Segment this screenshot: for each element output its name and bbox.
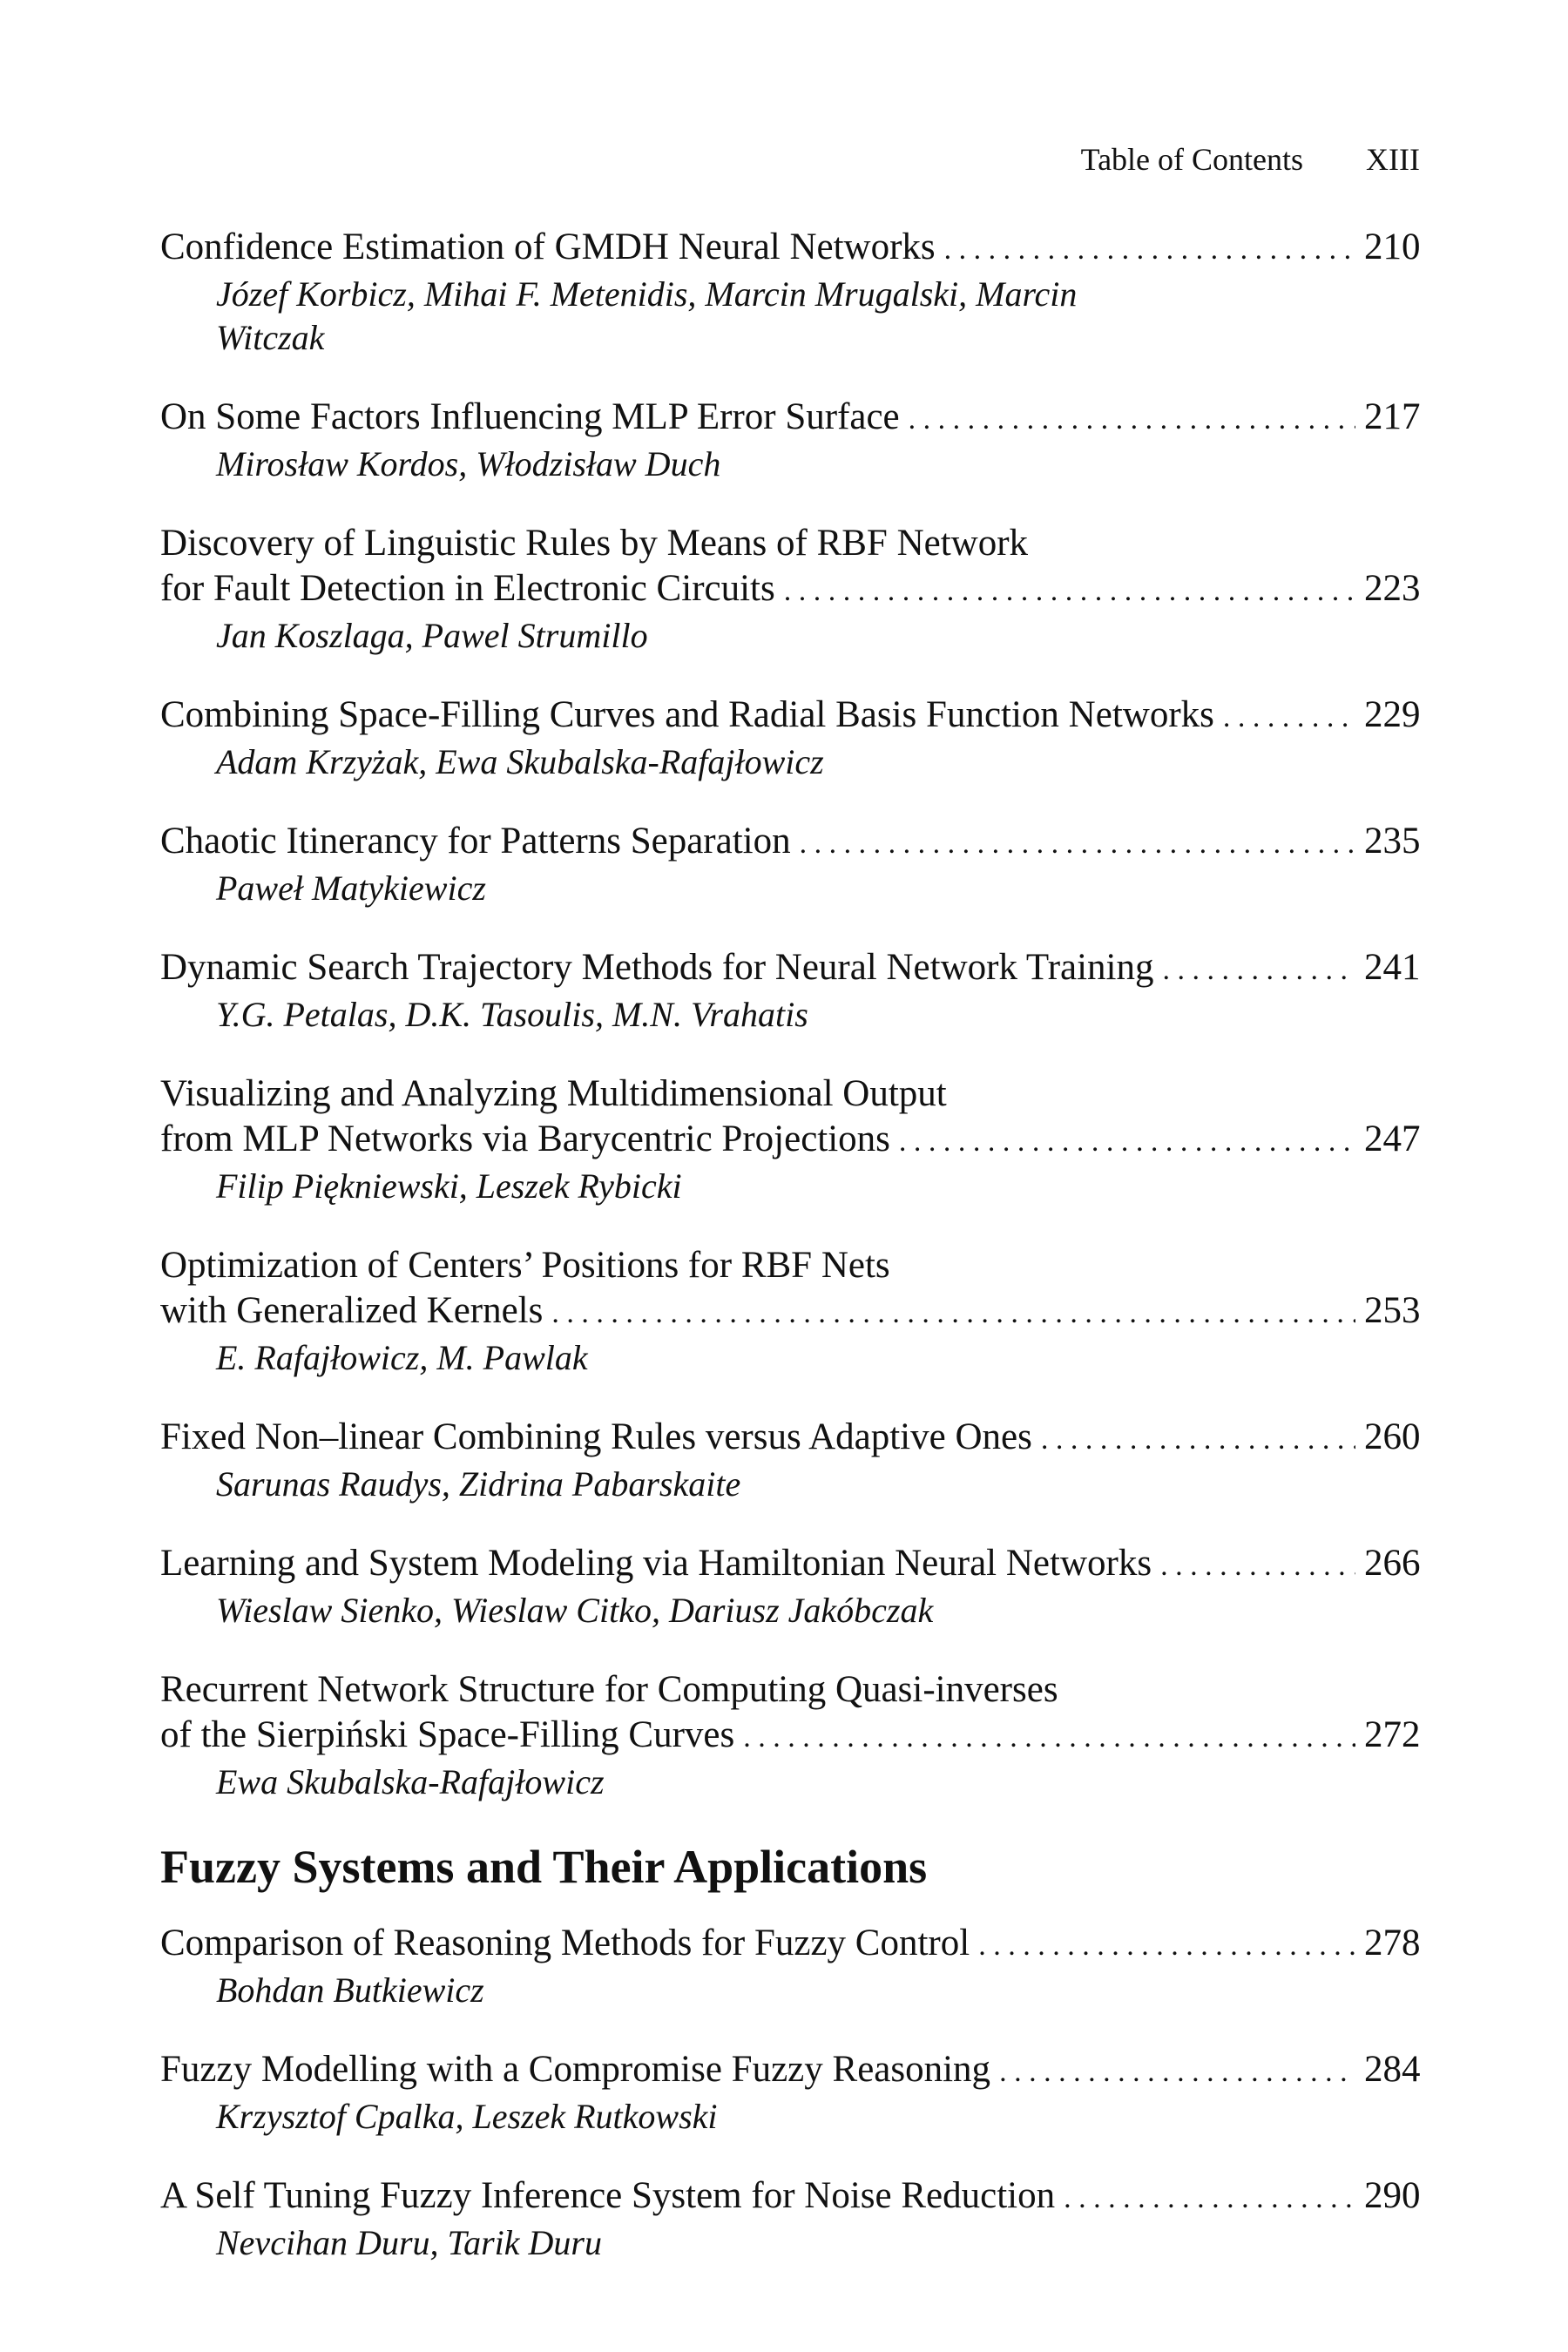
toc-entry[interactable] [160, 1921, 1420, 2012]
leader-dots [800, 821, 1355, 867]
entry-page: 260 [1364, 1416, 1421, 1457]
leader-dots [1163, 948, 1356, 993]
toc-entry[interactable] [160, 945, 1420, 1037]
toc-entry[interactable] [160, 693, 1420, 784]
entry-page: 284 [1364, 2049, 1421, 2090]
entry-title-first-line[interactable]: Discovery of Linguistic Rules by Means of RBF Network [160, 523, 1029, 564]
leader-dots [1160, 1544, 1355, 1589]
leader-dots [978, 1923, 1355, 1969]
toc-entries [160, 225, 1420, 2300]
entry-title[interactable]: Dynamic Search Trajectory Methods for Neural Network Training [160, 947, 1154, 988]
entry-title-line [160, 566, 1420, 614]
leader-dots [1223, 695, 1355, 740]
leader-dots [1064, 2176, 1355, 2221]
entry-authors: Bohdan Butkiewicz [216, 1970, 484, 2010]
leader-dots [899, 1119, 1355, 1165]
entry-title-line [160, 2173, 1420, 2221]
entry-title-line [160, 819, 1420, 867]
entry-title-first-line[interactable]: Visualizing and Analyzing Multidimensional Output [160, 1073, 947, 1114]
entry-page: 247 [1364, 1119, 1421, 1159]
entry-title[interactable]: Confidence Estimation of GMDH Neural Networks [160, 226, 936, 267]
entry-authors: Nevcihan Duru, Tarik Duru [216, 2223, 602, 2262]
entry-page: 278 [1364, 1923, 1421, 1963]
entry-page: 253 [1364, 1290, 1421, 1331]
entry-title[interactable]: of the Sierpiński Space-Filling Curves [160, 1714, 735, 1755]
toc-entry[interactable] [160, 1415, 1420, 1506]
entry-authors: Józef Korbicz, Mihai F. Metenidis, Marcin Mrugalski, Marcin Witczak [216, 274, 1078, 357]
entry-title-first-line[interactable]: Optimization of Centers’ Positions for RBF Nets [160, 1245, 890, 1286]
entry-page: 229 [1364, 694, 1421, 735]
entry-title-line [160, 1117, 1420, 1165]
toc-entry[interactable] [160, 1541, 1420, 1632]
toc-entry[interactable] [160, 1071, 1420, 1208]
entry-title[interactable]: Fixed Non–linear Combining Rules versus Adaptive Ones [160, 1416, 1032, 1457]
leader-dots [999, 2050, 1355, 2095]
leader-dots [1041, 1417, 1355, 1463]
entry-page: 290 [1364, 2175, 1421, 2216]
toc-entry[interactable] [160, 395, 1420, 486]
toc-entry[interactable] [160, 1667, 1420, 1804]
entry-page: 235 [1364, 821, 1421, 862]
entry-title[interactable]: Chaotic Itinerancy for Patterns Separation [160, 821, 791, 862]
leader-dots [551, 1291, 1355, 1336]
entry-page: 210 [1364, 226, 1421, 267]
entry-title-line [160, 395, 1420, 443]
toc-entry[interactable] [160, 521, 1420, 658]
entry-title-line [160, 1288, 1420, 1336]
entry-title[interactable]: Fuzzy Modelling with a Compromise Fuzzy Reasoning [160, 2049, 991, 2090]
entry-authors: Ewa Skubalska-Rafajłowicz [216, 1762, 605, 1801]
entry-title[interactable]: On Some Factors Influencing MLP Error Surface [160, 396, 900, 437]
toc-entry[interactable] [160, 819, 1420, 910]
entry-title-line [160, 693, 1420, 740]
entry-page: 217 [1364, 396, 1421, 437]
entry-title-line [160, 945, 1420, 993]
entry-title-line [160, 1541, 1420, 1589]
entry-authors: Jan Koszlaga, Pawel Strumillo [216, 616, 648, 655]
page-number: XIII [1366, 142, 1420, 177]
entry-title[interactable]: Comparison of Reasoning Methods for Fuzzy Control [160, 1923, 970, 1963]
entry-authors: Paweł Matykiewicz [216, 868, 486, 908]
entry-authors: Wieslaw Sienko, Wieslaw Citko, Dariusz Jakóbczak [216, 1591, 934, 1630]
entry-page: 241 [1364, 947, 1421, 988]
entry-title[interactable]: from MLP Networks via Barycentric Projections [160, 1119, 890, 1159]
toc-entry[interactable] [160, 225, 1420, 360]
entry-title[interactable]: Combining Space-Filling Curves and Radial Basis Function Networks [160, 694, 1214, 735]
entry-title[interactable]: with Generalized Kernels [160, 1290, 544, 1331]
leader-dots [944, 227, 1355, 273]
leader-dots [909, 397, 1355, 443]
entry-title[interactable]: Learning and System Modeling via Hamiltonian Neural Networks [160, 1543, 1152, 1584]
entry-page: 272 [1364, 1714, 1421, 1755]
entry-title-first-line[interactable]: Recurrent Network Structure for Computing Quasi-inverses [160, 1669, 1058, 1710]
running-header [1081, 141, 1420, 178]
entry-title-line [160, 2047, 1420, 2095]
entry-authors: Y.G. Petalas, D.K. Tasoulis, M.N. Vrahatis [216, 995, 808, 1034]
entry-title-line [160, 1713, 1420, 1761]
toc-entry[interactable] [160, 2173, 1420, 2265]
leader-dots [743, 1715, 1355, 1761]
entry-title[interactable]: A Self Tuning Fuzzy Inference System for Noise Reduction [160, 2175, 1056, 2216]
entry-authors: Sarunas Raudys, Zidrina Pabarskaite [216, 1464, 741, 1504]
toc-entry[interactable] [160, 2047, 1420, 2139]
leader-dots [784, 569, 1355, 614]
section-heading: Fuzzy Systems and Their Applications [160, 1841, 928, 1893]
entry-authors: Krzysztof Cpalka, Leszek Rutkowski [216, 2097, 718, 2136]
toc-entry[interactable] [160, 1243, 1420, 1380]
entry-title-line [160, 225, 1420, 273]
running-title: Table of Contents [1080, 142, 1304, 177]
entry-authors: Mirosław Kordos, Włodzisław Duch [216, 444, 721, 483]
entry-title-line [160, 1415, 1420, 1463]
entry-authors: Adam Krzyżak, Ewa Skubalska-Rafajłowicz [216, 742, 824, 781]
entry-authors: Filip Piękniewski, Leszek Rybicki [216, 1166, 682, 1206]
entry-authors: E. Rafajłowicz, M. Pawlak [216, 1338, 588, 1377]
entry-title[interactable]: for Fault Detection in Electronic Circuits [160, 568, 775, 609]
entry-page: 266 [1364, 1543, 1421, 1584]
entry-title-line [160, 1921, 1420, 1969]
entry-page: 223 [1364, 568, 1421, 609]
